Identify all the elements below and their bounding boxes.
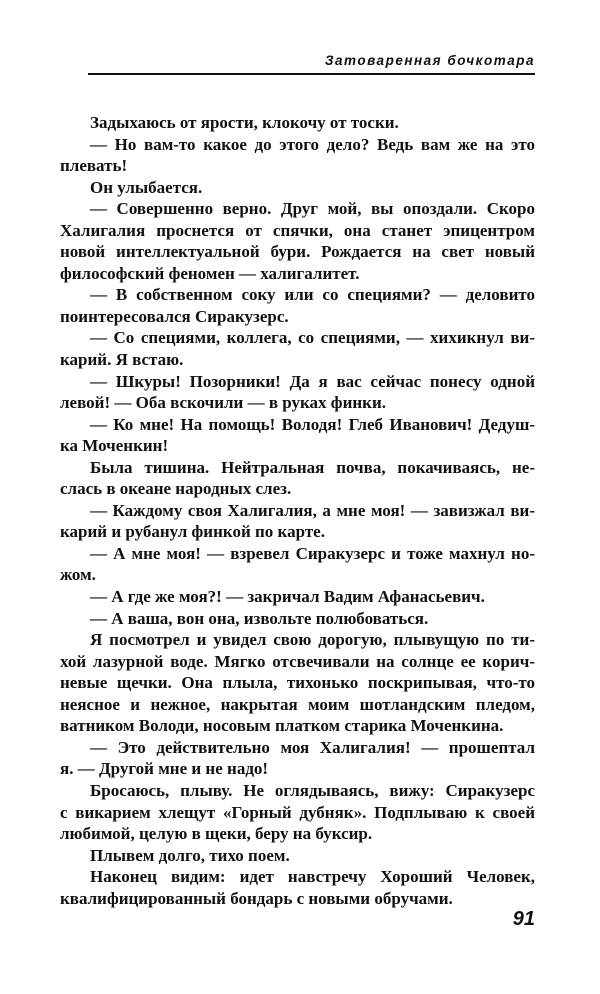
text-line: Была тишина. Нейтральная почва, покачиваясь, не-	[90, 457, 535, 477]
text-line: невые щечки. Она плыла, тихонько поскрипывая, что-то	[60, 673, 535, 693]
text-line: Задыхаюсь от ярости, клокочу от тоски.	[90, 113, 399, 132]
text-line: любимой, целую в щеки, беру на буксир.	[60, 824, 373, 844]
text-line: слась в океане народных слез.	[60, 479, 292, 499]
text-line: ка Моченкин!	[60, 436, 169, 456]
text-line: — Но вам-то какое до этого дело? Ведь вам же на это	[90, 134, 535, 154]
text-line: карий. Я встаю.	[60, 350, 184, 370]
header-rule	[88, 73, 535, 75]
text-line: философский феномен — халигалитет.	[60, 263, 360, 283]
text-line: левой! — Оба вскочили — в руках финки.	[60, 393, 386, 413]
text-line: — Шкуры! Позорники! Да я вас сейчас понесу одной	[90, 371, 535, 391]
text-line: — А ваша, вон она, извольте полюбоваться.	[90, 608, 429, 628]
text-line: Я посмотрел и увидел свою дорогую, плывущую по ти-	[90, 630, 535, 650]
text-line: ватником Володи, носовым платком старика Моченкина.	[60, 716, 504, 736]
text-line: хой лазурной воде. Мягко отсвечивали на солнце ее корич-	[60, 651, 535, 671]
text-line: — Каждому своя Халигалия, а мне моя! — завизжал ви-	[90, 500, 535, 520]
text-line: — Совершенно верно. Друг мой, вы опоздали. Скоро	[90, 199, 535, 219]
text-line: — Ко мне! На помощь! Володя! Глеб Иванович! Дедуш-	[90, 414, 535, 434]
text-line: плевать!	[60, 156, 128, 176]
text-line: — А где же моя?! — закричал Вадим Афанасьевич.	[90, 587, 485, 607]
text-line: новой интеллектуальной бури. Рождается на свет новый	[60, 242, 535, 262]
text-line: неясное и нежное, накрытая моим шотландским пледом,	[60, 694, 535, 714]
body-text	[60, 112, 535, 909]
text-line: — Это действительно моя Халигалия! — прошептал	[90, 737, 535, 757]
text-line: поинтересовался Сиракузерс.	[60, 306, 289, 326]
text-line: Он улыбается.	[90, 177, 203, 197]
text-line: жом.	[60, 565, 96, 585]
text-line: квалифицированный бондарь с новыми обручами.	[60, 888, 453, 908]
text-line: Бросаюсь, плыву. Не оглядываясь, вижу: Сиракузерс	[90, 780, 535, 800]
text-line: — А мне моя! — взревел Сиракузерс и тоже махнул но-	[90, 543, 535, 563]
text-line: — В собственном соку или со специями? — деловито	[90, 285, 535, 305]
text-line: Наконец видим: идет навстречу Хороший Человек,	[90, 867, 535, 887]
text-line: — Со специями, коллега, со специями, — хихикнул ви-	[90, 328, 535, 348]
text-line: Халигалия проснется от спячки, она станет эпицентром	[60, 220, 535, 240]
text-line: с викарием хлещут «Горный дубняк». Подплываю к своей	[60, 802, 535, 822]
text-line: Плывем долго, тихо поем.	[90, 845, 290, 865]
page-number: 91	[512, 908, 535, 930]
text-line: я. — Другой мне и не надо!	[60, 759, 269, 779]
running-head-title: Затоваренная бочкотара	[324, 53, 535, 68]
text-line: карий и рубанул финкой по карте.	[60, 522, 325, 542]
